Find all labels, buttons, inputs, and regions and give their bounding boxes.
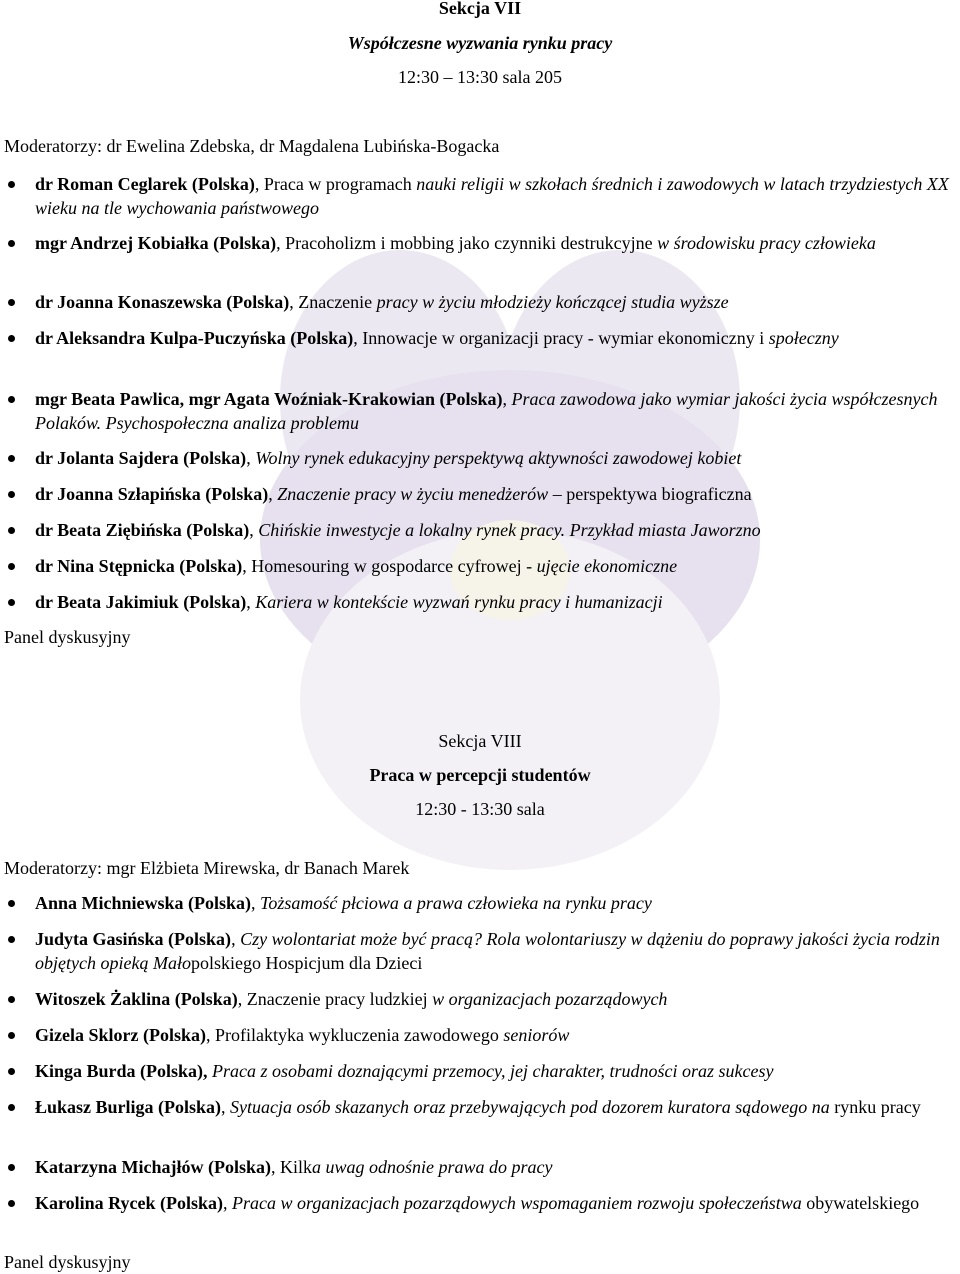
section7-time: 12:30 – 13:30 sala 205 bbox=[398, 67, 562, 87]
bullet-icon bbox=[8, 900, 15, 907]
section8-moderators: Moderatorzy: mgr Elżbieta Mirewska, dr Banach Marek bbox=[4, 858, 410, 878]
list-item: dr Roman Ceglarek (Polska), Praca w programach nauki religii w szkołach średnich i zawodowych w latach trzydziestych XX wieku na tle wychowania państwowego bbox=[35, 172, 960, 220]
list-item: dr Joanna Szłapińska (Polska), Znaczenie pracy w życiu menedżerów – perspektywa biograficzna bbox=[35, 482, 960, 506]
bullet-icon bbox=[8, 1032, 15, 1039]
list-item: Anna Michniewska (Polska), Tożsamość płciowa a prawa człowieka na rynku pracy bbox=[35, 891, 960, 915]
bullet-icon bbox=[8, 396, 15, 403]
list-item: Kinga Burda (Polska), Praca z osobami doznającymi przemocy, jej charakter, trudności oraz sukcesy bbox=[35, 1059, 960, 1083]
list-item: Katarzyna Michajłów (Polska), Kilka uwag odnośnie prawa do pracy bbox=[35, 1155, 960, 1179]
bullet-icon bbox=[8, 455, 15, 462]
section7-title: Współczesne wyzwania rynku pracy bbox=[347, 33, 613, 53]
bullet-icon bbox=[8, 936, 15, 943]
bullet-icon bbox=[8, 563, 15, 570]
section7-panel: Panel dyskusyjny bbox=[4, 627, 131, 647]
bullet-icon bbox=[8, 1068, 15, 1075]
list-item: dr Nina Stępnicka (Polska), Homesouring w gospodarce cyfrowej - ujęcie ekonomiczne bbox=[35, 554, 960, 578]
bullet-icon bbox=[8, 1104, 15, 1111]
list-item: dr Jolanta Sajdera (Polska), Wolny rynek edukacyjny perspektywą aktywności zawodowej kobiet bbox=[35, 446, 960, 470]
list-item: dr Beata Jakimiuk (Polska), Kariera w kontekście wyzwań rynku pracy i humanizacji bbox=[35, 590, 960, 614]
bullet-icon bbox=[8, 1164, 15, 1171]
bullet-icon bbox=[8, 240, 15, 247]
list-item: Gizela Sklorz (Polska), Profilaktyka wykluczenia zawodowego seniorów bbox=[35, 1023, 960, 1047]
bullet-icon bbox=[8, 599, 15, 606]
list-item: Łukasz Burliga (Polska), Sytuacja osób skazanych oraz przebywających pod dozorem kuratora sądowego na rynku pracy bbox=[35, 1095, 960, 1119]
list-item: mgr Beata Pawlica, mgr Agata Woźniak-Krakowian (Polska), Praca zawodowa jako wymiar jakości życia współczesnych Polaków. Psychospołeczna analiza problemu bbox=[35, 387, 960, 435]
section7-moderators: Moderatorzy: dr Ewelina Zdebska, dr Magdalena Lubińska-Bogacka bbox=[4, 136, 500, 156]
section8-time: 12:30 - 13:30 sala bbox=[415, 799, 545, 819]
list-item: dr Joanna Konaszewska (Polska), Znaczenie pracy w życiu młodzieży kończącej studia wyższe bbox=[35, 290, 960, 314]
bullet-icon bbox=[8, 181, 15, 188]
bullet-icon bbox=[8, 996, 15, 1003]
bullet-icon bbox=[8, 299, 15, 306]
list-item: dr Beata Ziębińska (Polska), Chińskie inwestycje a lokalny rynek pracy. Przykład miasta Jaworzno bbox=[35, 518, 960, 542]
list-item: mgr Andrzej Kobiałka (Polska), Pracoholizm i mobbing jako czynniki destrukcyjne w środowisku pracy człowieka bbox=[35, 231, 960, 255]
section8-title: Praca w percepcji studentów bbox=[369, 765, 591, 785]
list-item: Karolina Rycek (Polska), Praca w organizacjach pozarządowych wspomaganiem rozwoju społeczeństwa obywatelskiego bbox=[35, 1191, 960, 1215]
bullet-icon bbox=[8, 335, 15, 342]
section8-panel: Panel dyskusyjny bbox=[4, 1252, 131, 1272]
list-item: dr Aleksandra Kulpa-Puczyńska (Polska), Innowacje w organizacji pracy - wymiar ekonomiczny i społeczny bbox=[35, 326, 960, 350]
list-item: Witoszek Żaklina (Polska), Znaczenie pracy ludzkiej w organizacjach pozarządowych bbox=[35, 987, 960, 1011]
list-item: Judyta Gasińska (Polska), Czy wolontariat może być pracą? Rola wolontariuszy w dążeniu do poprawy jakości życia rodzin objętych opieką Małopolskiego Hospicjum dla Dzieci bbox=[35, 927, 960, 975]
bullet-icon bbox=[8, 1200, 15, 1207]
section8-heading: Sekcja VIII bbox=[438, 731, 522, 751]
bullet-icon bbox=[8, 491, 15, 498]
section7-heading: Sekcja VII bbox=[438, 0, 522, 18]
bullet-icon bbox=[8, 527, 15, 534]
